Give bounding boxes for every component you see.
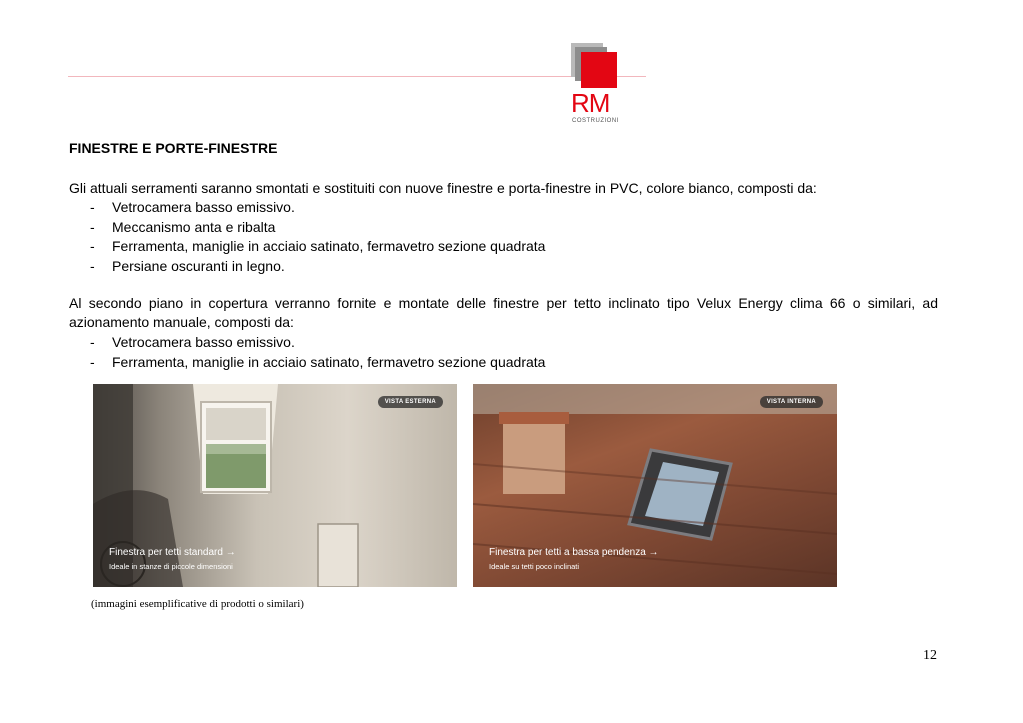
logo-letters: RM [571, 88, 610, 118]
logo-subtitle: COSTRUZIONI [572, 118, 619, 124]
header-rule [68, 76, 646, 77]
view-badge: VISTA ESTERNA [378, 396, 443, 408]
logo-square-red [581, 52, 617, 88]
paragraph-windows: Gli attuali serramenti saranno smontati e sostituiti con nuove finestre e porta-finestre in PVC, colore bianco, composti da: [69, 180, 817, 196]
paragraph-roof-windows: Al secondo piano in copertura verranno fornite e montate delle finestre per tetto inclinato tipo Velux Energy clima 66 o similari, ad azionamento manuale, composti da: [69, 295, 938, 330]
image-title[interactable]: Finestra per tetti a bassa pendenza → [489, 547, 659, 558]
image-subtitle: Ideale su tetti poco inclinati [489, 562, 580, 571]
list-item: - Vetrocamera basso emissivo. [90, 333, 545, 353]
list-item: - Meccanismo anta e ribalta [90, 218, 545, 238]
roof-window-low-pitch-photo [473, 384, 837, 587]
image-caption: (immagini esemplificative di prodotti o similari) [91, 598, 304, 610]
list-item: - Vetrocamera basso emissivo. [90, 198, 545, 218]
image-subtitle: Ideale in stanze di piccole dimensioni [109, 562, 233, 571]
list-item: - Ferramenta, maniglie in acciaio satinato, fermavetro sezione quadrata [90, 353, 545, 373]
list-item: - Ferramenta, maniglie in acciaio satinato, fermavetro sezione quadrata [90, 237, 545, 257]
image-title[interactable]: Finestra per tetti standard → [109, 547, 236, 558]
windows-spec-list [90, 198, 545, 276]
company-logo [569, 42, 621, 127]
section-title: FINESTRE E PORTE-FINESTRE [69, 140, 278, 156]
page-number: 12 [923, 648, 937, 663]
roof-window-standard-photo [93, 384, 457, 587]
list-item: - Persiane oscuranti in legno. [90, 257, 545, 277]
roof-windows-spec-list [90, 333, 545, 372]
view-badge: VISTA INTERNA [760, 396, 823, 408]
